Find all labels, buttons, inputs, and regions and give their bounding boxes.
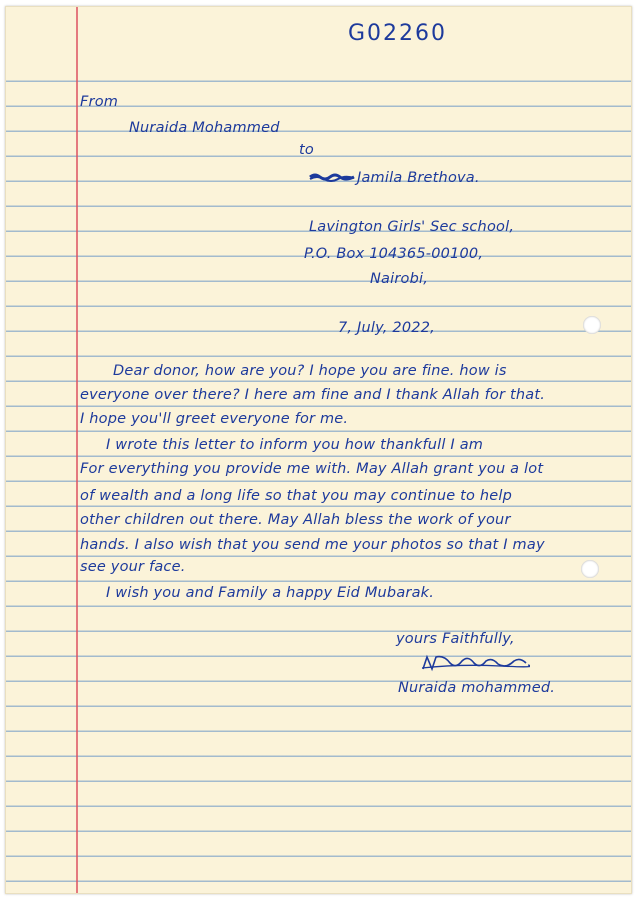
body-line-6: of wealth and a long life so that you may continue to help <box>80 488 513 504</box>
body-line-5: For everything you provide me with. May Allah grant you a lot <box>80 461 544 477</box>
body-line-8: hands. I also wish that you send me your photos so that I may <box>80 537 545 553</box>
to-label: to <box>299 142 314 158</box>
body-line-10: I wish you and Family a happy Eid Mubarak. <box>106 585 435 601</box>
body-line-2: everyone over there? I here am fine and I thank Allah for that. <box>80 387 546 403</box>
address-line-1: Lavington Girls' Sec school, <box>309 219 515 235</box>
punch-hole-lower <box>581 560 599 578</box>
body-line-1: Dear donor, how are you? I hope you are fine. how is <box>113 363 507 379</box>
recipient-line <box>309 170 480 186</box>
address-line-2: P.O. Box 104365-00100, <box>304 246 484 262</box>
closing: yours Faithfully, <box>396 631 515 647</box>
body-line-3: I hope you'll greet everyone for me. <box>80 411 349 427</box>
sender-name: Nuraida Mohammed <box>129 120 280 136</box>
crossed-out-word-mark <box>309 172 355 182</box>
lined-paper-sheet <box>5 6 632 894</box>
handwritten-signature <box>420 651 530 675</box>
signature-name: Nuraida mohammed. <box>398 680 556 696</box>
from-label: From <box>80 94 119 110</box>
body-line-9: see your face. <box>80 559 186 575</box>
recipient-name: Jamila Brethova. <box>357 170 480 186</box>
body-line-7: other children out there. May Allah bless the work of your <box>80 512 511 528</box>
red-margin-line <box>76 7 78 893</box>
body-line-4: I wrote this letter to inform you how thankfull I am <box>106 437 484 453</box>
letter-date: 7, July, 2022, <box>338 320 435 336</box>
punch-hole-upper <box>583 316 601 334</box>
reference-number: G02260 <box>348 21 448 46</box>
address-line-3: Nairobi, <box>370 271 429 287</box>
